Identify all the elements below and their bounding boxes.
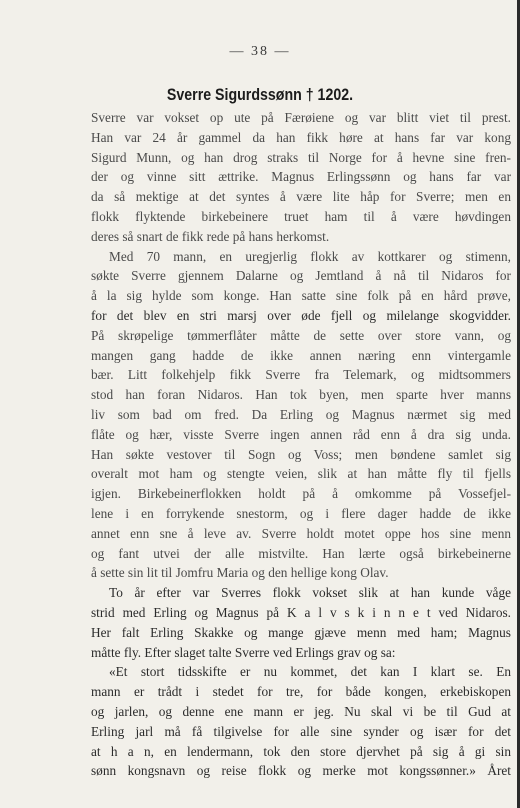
text-line: søkte Sverre gjennem Dalarne og Jemtland å nå til Nidaros for: [91, 268, 511, 284]
text-line: stod han foran Nidaros. Han tok byen, men sparte hver manns: [91, 387, 511, 403]
text-line: sønn kongsnavn og reise flokk og merke mot kongssønner.» Året: [91, 763, 511, 779]
text-line: måtte fly. Efter slaget talte Sverre ved Erlings grav og sa:: [91, 644, 396, 660]
page-number: — 38 —: [229, 44, 291, 59]
text-line: mangen gang hadde de ikke annen næring enn vintergamle: [91, 347, 511, 363]
text-line: To år efter var Sverres flokk vokset slik at han kunde våge: [109, 585, 511, 601]
text-line: bær. Litt folkehjelp fikk Sverre fra Telemark, og midtsommers: [91, 367, 511, 383]
text-line: der og vinne sitt ættrike. Magnus Erlingssønn og hans far var: [91, 169, 511, 185]
text-line: annet enn sne å leve av. Sverre holdt motet oppe hos sine menn: [91, 525, 511, 541]
text-line: deres så snart de fikk rede på hans herkomst.: [91, 228, 330, 244]
text-line: Han var 24 år gammel da han fikk høre at hans far var kong: [91, 129, 511, 145]
text-line: lene i en forrykende snestorm, og i flere dager hadde de ikke: [91, 505, 511, 521]
text-line: Han søkte vestover til Sogn og Voss; men bøndene samlet sig: [91, 446, 511, 462]
text-line: Erling jarl må få tilgivelse for alle sine synder og især for det: [91, 723, 511, 739]
text-line: Sverre var vokset op ute på Færøiene og var blitt viet til prest.: [91, 110, 511, 125]
text-line: og jarlen, og denne ene mann er jeg. Nu skal vi be til Gud at: [91, 703, 511, 719]
text-line: da så mektige at det syntes å være lite håp for Sverre; men en: [91, 189, 511, 205]
section-heading: Sverre Sigurdssønn † 1202.: [166, 86, 354, 104]
body-text: [91, 108, 511, 781]
text-line: overalt mot ham og stengte veien, slik at han måtte fly til fjells: [91, 466, 511, 482]
text-line: og fant utvei der alle mistvilte. Han lærte også birkebeinerne: [91, 545, 511, 561]
text-line: at h a n, en lendermann, tok den store djervhet på sig å gi sin: [91, 743, 511, 759]
text-line: å la sig hylde som konge. Han satte sine folk på en hård prøve,: [91, 288, 511, 304]
text-line: for det blev en stri marsj over øde fjell og milelange skogvidder.: [91, 307, 511, 323]
text-line: «Et stort tidsskifte er nu kommet, det kan I klart se. En: [109, 664, 511, 680]
text-line: Med 70 mann, en uregjerlig flokk av kottkarer og stimenn,: [109, 248, 511, 264]
text-line: flokk flyktende birkebeinere truet ham til å være høvdingen: [91, 208, 511, 224]
text-line: På skrøpelige tømmerflåter måtte de sette over store vann, og: [91, 327, 511, 343]
text-line: mann er trådt i stedet for tre, for både kongen, erkebiskopen: [91, 684, 511, 700]
text-line: Her falt Erling Skakke og mange gjæve menn med ham; Magnus: [91, 624, 511, 640]
text-line: flåte og hær, visste Sverre ingen annen råd enn å dra sig unda.: [91, 426, 511, 442]
text-line: liv som bad om fred. Da Erling og Magnus nærmet sig med: [91, 406, 511, 422]
text-line: å sette sin lit til Jomfru Maria og den hellige kong Olav.: [91, 565, 389, 581]
text-line: strid med Erling og Magnus på K a l v s k i n n e t ved Nidaros.: [91, 604, 511, 620]
text-line: igjen. Birkebeinerflokken holdt på å omkomme på Vossefjel-: [91, 486, 511, 502]
text-line: Sigurd Munn, og han drog straks til Norge for å hevne sine fren-: [91, 149, 511, 165]
